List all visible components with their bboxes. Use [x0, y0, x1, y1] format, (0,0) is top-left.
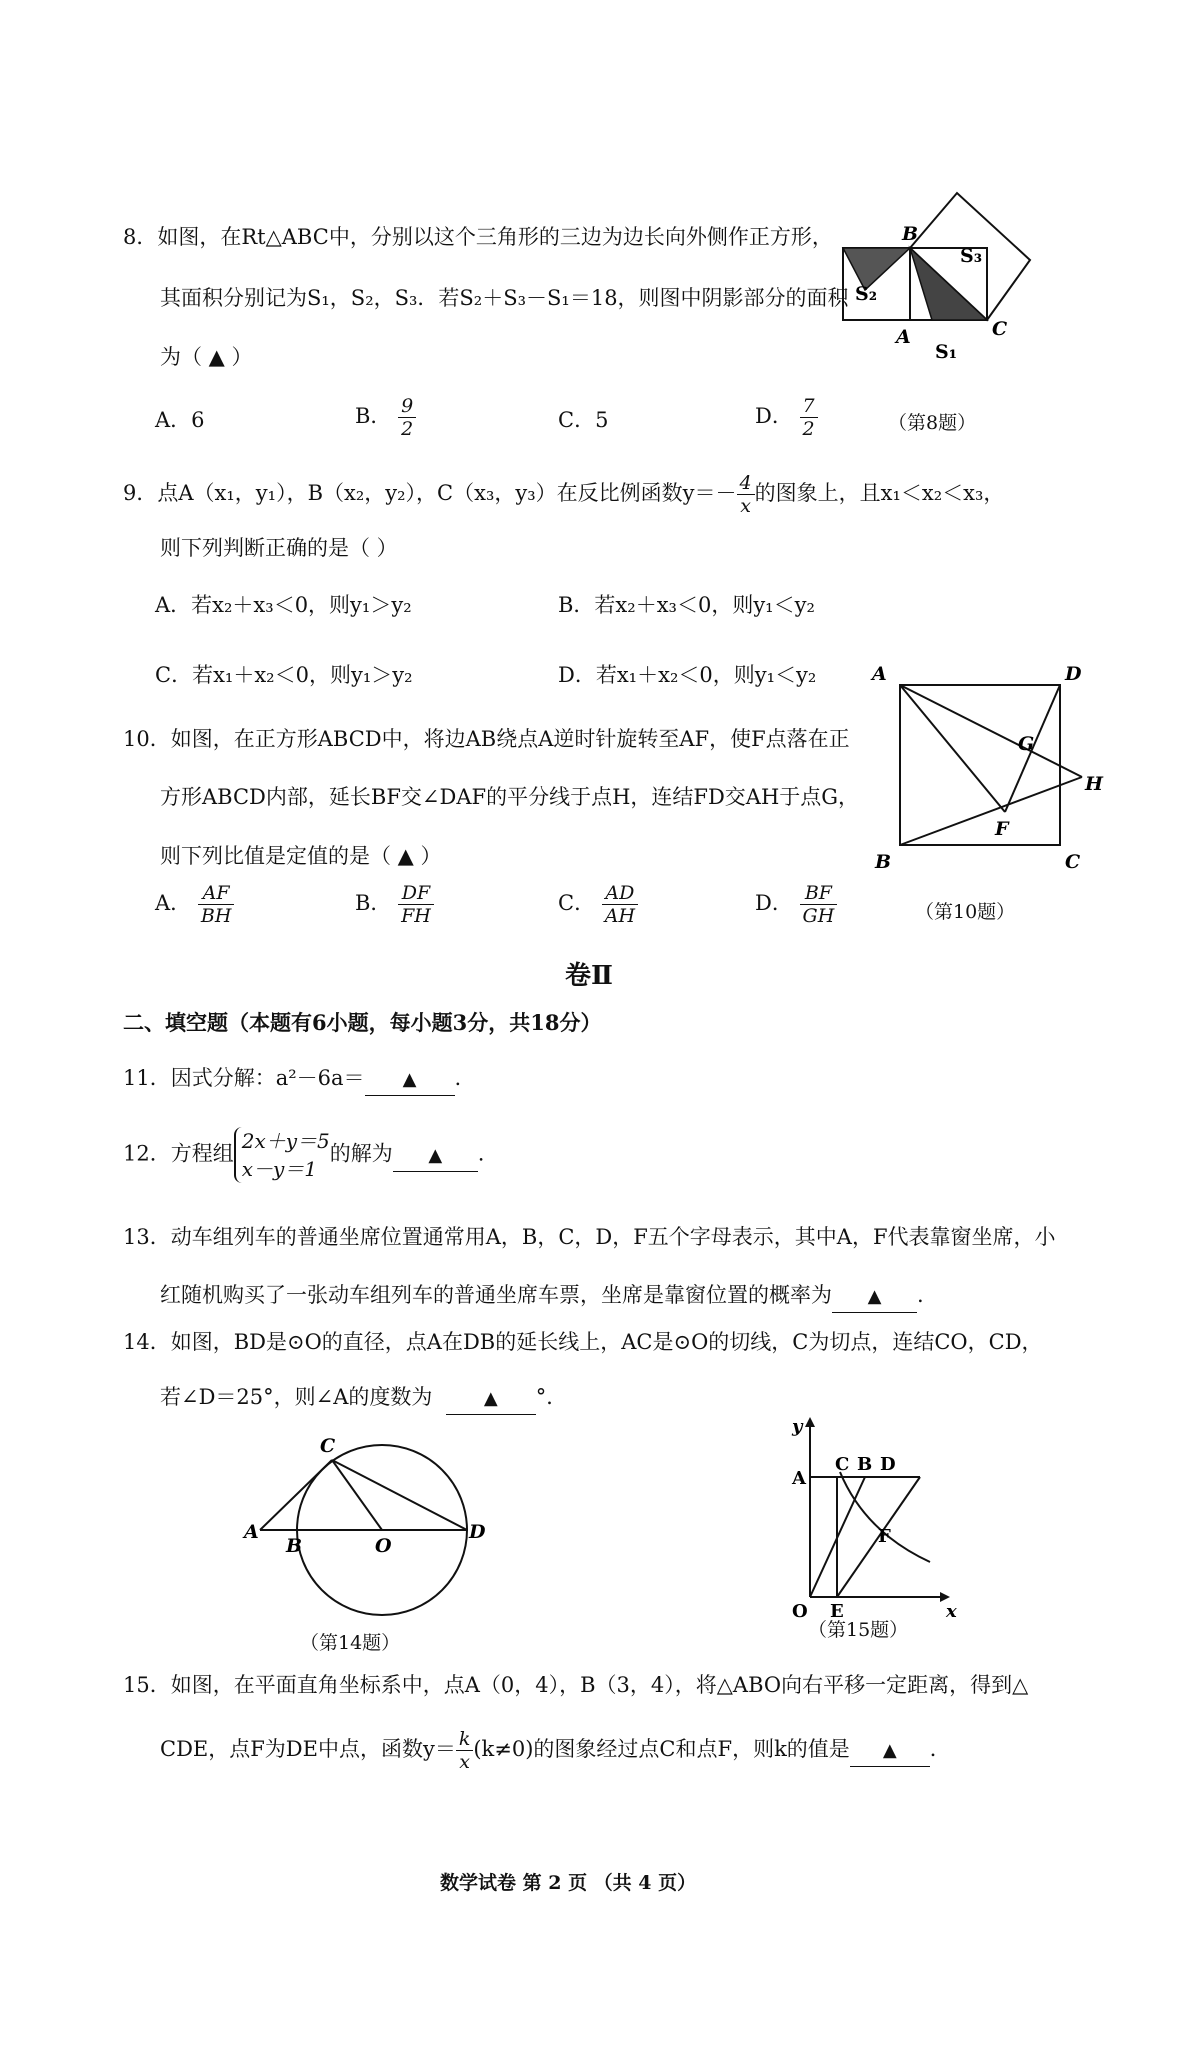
q10-option-d-num: BF	[800, 882, 838, 905]
q13-line2	[160, 1280, 924, 1313]
q10-option-c-den: AH	[604, 905, 636, 927]
label-D: D	[1065, 663, 1082, 685]
label-S3: S₃	[960, 245, 983, 267]
q9-fraction-num: 4	[737, 472, 755, 495]
label-y: y	[792, 1416, 803, 1437]
line-cd	[332, 1460, 467, 1530]
q8-line3: 为（ ▲ ）	[160, 345, 253, 369]
label-F: F	[878, 1526, 891, 1547]
q13-end: .	[917, 1283, 924, 1307]
label-D: D	[880, 1454, 896, 1475]
label-B: B	[875, 851, 892, 873]
q12-end: .	[477, 1141, 485, 1166]
square-abcd	[900, 685, 1060, 845]
q8-option-b	[355, 395, 416, 440]
q12-answer-blank: ▲	[393, 1141, 478, 1172]
q9-line1-part-b: 的图象上，且x₁＜x₂＜x₃，	[754, 481, 1005, 505]
label-S2: S₂	[855, 283, 878, 305]
q9-line1	[123, 472, 1004, 517]
q8-option-d-den: 2	[802, 418, 815, 440]
q10-option-d-label: D．	[755, 891, 793, 915]
label-E: E	[830, 1601, 844, 1622]
q14-line1: 14．如图，BD是⊙O的直径，点A在DB的延长线上，AC是⊙O的切线，C为切点，连结CO，CD，	[123, 1330, 1043, 1354]
label-A: A	[872, 663, 887, 685]
q8-option-b-num: 9	[398, 395, 416, 418]
section-title: 卷Ⅱ	[565, 961, 613, 991]
q10-option-b-num: DF	[398, 882, 434, 905]
q10-option-b	[355, 882, 434, 927]
q8-line2: 其面积分别记为S₁，S₂，S₃．若S₂＋S₃－S₁＝18，则图中阴影部分的面积	[160, 286, 849, 310]
label-A: A	[896, 326, 911, 348]
q10-option-a-label: A．	[155, 891, 192, 915]
q10-line1: 10．如图，在正方形ABCD中，将边AB绕点A逆时针旋转至AF，使F点落在正	[123, 727, 850, 751]
q10-option-b-label: B．	[355, 891, 392, 915]
q13-answer-blank: ▲	[832, 1282, 917, 1313]
q8-caption: （第8题）	[888, 412, 977, 434]
label-C: C	[1065, 851, 1081, 873]
q11-answer-blank: ▲	[365, 1065, 455, 1096]
q14-answer-blank: ▲	[446, 1384, 536, 1415]
y-axis-arrow	[805, 1417, 815, 1427]
q8-option-b-den: 2	[401, 418, 414, 440]
line-co	[332, 1460, 382, 1530]
q8-option-c: C．5	[558, 408, 609, 432]
q9-fraction-den: x	[740, 495, 751, 517]
q15-figure	[770, 1412, 970, 1632]
q9-option-b: B．若x₂＋x₃＜0，则y₁＜y₂	[558, 593, 815, 617]
label-O: O	[375, 1535, 392, 1557]
q8-figure	[840, 190, 1050, 390]
q10-option-a	[155, 882, 234, 927]
q8-option-a: A．6	[155, 408, 205, 432]
q15-line2-part-b: (k≠0)的图象经过点C和点F，则k的值是	[473, 1737, 850, 1761]
label-C: C	[992, 318, 1008, 340]
q10-option-a-fraction	[198, 882, 235, 927]
q10-line2: 方形ABCD内部，延长BF交∠DAF的平分线于点H，连结FD交AH于点G，	[160, 785, 860, 809]
q12-equation-system	[234, 1127, 330, 1183]
q15-fraction-den: x	[459, 1751, 470, 1773]
q10-option-b-den: FH	[401, 905, 431, 927]
q12-equation-2: x－y＝1	[241, 1157, 318, 1181]
q9-line2: 则下列判断正确的是（ ）	[160, 536, 398, 560]
label-x: x	[946, 1601, 957, 1622]
q15-line2-part-a: CDE，点F为DE中点，函数y＝	[160, 1737, 456, 1761]
q10-option-d	[755, 882, 837, 927]
q12-mid: 的解为	[329, 1141, 393, 1166]
q8-option-d-label: D．	[755, 404, 793, 428]
q9-line1-part-a: 9．点A（x₁，y₁），B（x₂，y₂），C（x₃，y₃）在反比例函数y＝－	[123, 481, 737, 505]
q14-end: °．	[535, 1385, 568, 1409]
label-C: C	[320, 1435, 336, 1457]
q10-caption: （第10题）	[915, 901, 1016, 923]
line-af	[900, 685, 1005, 812]
hyperbola-curve	[840, 1472, 930, 1562]
section-heading: 二、填空题（本题有6小题，每小题3分，共18分）	[123, 1010, 602, 1035]
q8-option-d	[755, 395, 818, 440]
q8-option-d-fraction	[800, 395, 818, 440]
q11	[123, 1063, 461, 1096]
q10-line3: 则下列比值是定值的是（ ▲ ）	[160, 844, 442, 868]
q12-label: 12．方程组	[123, 1141, 234, 1166]
label-G: G	[1018, 733, 1035, 755]
q10-option-c	[558, 882, 638, 927]
q13-line2-text: 红随机购买了一张动车组列车的普通坐席车票，坐席是靠窗位置的概率为	[160, 1283, 832, 1307]
label-O: O	[792, 1601, 808, 1622]
q11-end: .	[454, 1066, 462, 1090]
q14-line2-text: 若∠D＝25°，则∠A的度数为	[160, 1385, 433, 1409]
label-B: B	[286, 1535, 303, 1557]
q15-fraction-num: k	[456, 1728, 474, 1751]
line-ac	[260, 1460, 332, 1530]
q14-line2	[160, 1382, 567, 1415]
q8-line1: 8．如图，在Rt△ABC中，分别以这个三角形的三边为边长向外侧作正方形，	[123, 225, 833, 249]
q8-option-d-num: 7	[800, 395, 818, 418]
q14-figure	[240, 1430, 486, 1615]
q15-fraction	[456, 1728, 474, 1773]
q15-answer-blank: ▲	[850, 1736, 930, 1767]
label-D: D	[469, 1521, 486, 1543]
q8-option-b-label: B．	[355, 404, 392, 428]
q15-line1: 15．如图，在平面直角坐标系中，点A（0，4），B（3，4），将△ABO向右平移一定距离，得到△	[123, 1673, 1029, 1697]
q10-option-a-num: AF	[198, 882, 235, 905]
q10-option-c-fraction	[602, 882, 638, 927]
line-bh	[900, 777, 1082, 845]
label-F: F	[995, 818, 1009, 840]
q10-option-d-fraction	[800, 882, 838, 927]
label-S1: S₁	[935, 341, 958, 363]
q10-option-d-den: GH	[802, 905, 835, 927]
label-A: A	[244, 1521, 259, 1543]
q15-caption: （第15题）	[808, 1619, 909, 1641]
label-B: B	[902, 223, 919, 245]
q13-line1: 13．动车组列车的普通坐席位置通常用A，B，C，D，F五个字母表示，其中A，F代表靠窗坐席，小	[123, 1225, 1056, 1249]
q12	[123, 1127, 484, 1183]
q10-figure	[870, 655, 1110, 890]
page-footer: 数学试卷 第 2 页 （共 4 页）	[440, 1872, 697, 1894]
q11-text: 11．因式分解：a²－6a＝	[123, 1066, 365, 1090]
label-A: A	[792, 1468, 806, 1489]
label-H: H	[1085, 773, 1103, 795]
q8-option-b-fraction	[398, 395, 416, 440]
q10-option-c-label: C．	[558, 891, 596, 915]
q9-option-c: C．若x₁＋x₂＜0，则y₁＞y₂	[155, 663, 413, 687]
q10-option-c-num: AD	[602, 882, 638, 905]
q14-caption: （第14题）	[300, 1632, 401, 1654]
q9-fraction	[737, 472, 755, 517]
q10-option-b-fraction	[398, 882, 434, 927]
q12-equation-1: 2x＋y＝5	[241, 1129, 330, 1153]
q10-option-a-den: BH	[200, 905, 232, 927]
label-C: C	[835, 1454, 850, 1475]
q15-end: ．	[929, 1737, 951, 1761]
q15-line2	[160, 1728, 951, 1773]
q9-option-a: A．若x₂＋x₃＜0，则y₁＞y₂	[155, 593, 412, 617]
label-B: B	[857, 1454, 873, 1475]
q9-option-d: D．若x₁＋x₂＜0，则y₁＜y₂	[558, 663, 817, 687]
